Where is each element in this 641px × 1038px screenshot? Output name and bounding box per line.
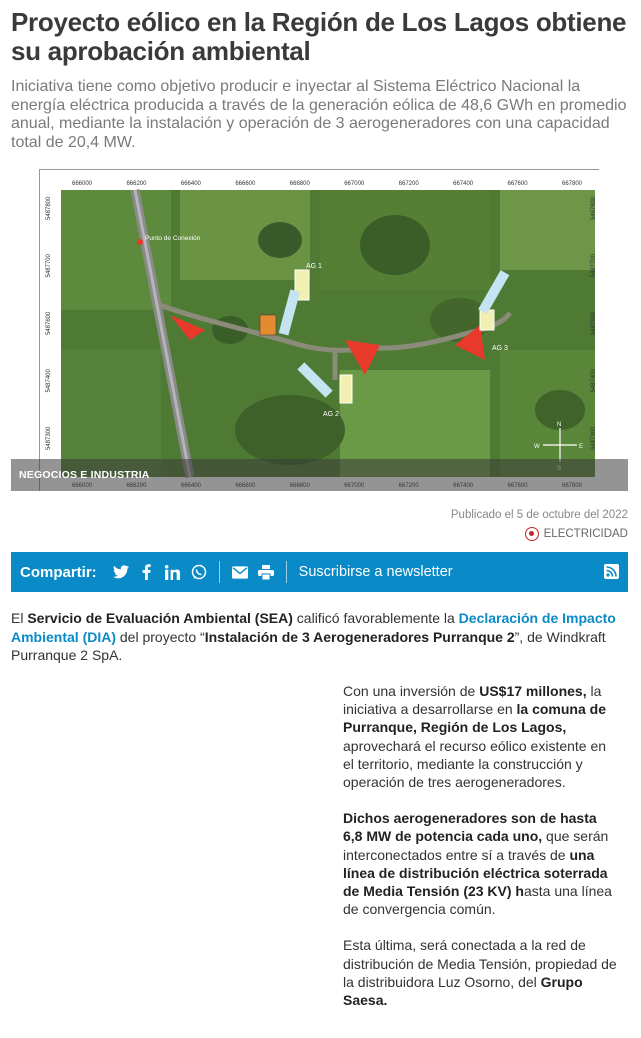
newsletter-link[interactable]: Suscribirse a newsletter [298,564,453,580]
para2-bold-1: Dichos aerogeneradores son de hasta 6,8 MW de potencia cada uno, [343,810,597,845]
map-label-ag3: AG 3 [492,345,508,352]
para1-text-2: la iniciativa a desarrollarse en [343,683,602,718]
map-tick-top: 667800 [562,181,583,187]
map-image [40,170,600,492]
compass-n: N [557,422,562,428]
map-tick-side: 5487600 [591,311,597,335]
map-tick-top: 667200 [398,181,419,187]
map-tick-top: 667600 [507,181,528,187]
para1-bold-2: la comuna de Purranque, Región de Los Lagos, [343,701,606,736]
rss-icon[interactable] [604,564,619,579]
map-tick-top: 666000 [72,181,93,187]
map-tick-side: 5487300 [46,426,52,450]
para1-text-1: Con una inversión de [343,683,480,699]
map-tick-side: 5487400 [46,369,52,393]
share-bar [11,552,628,592]
para1-text-3: aprovechará el recurso eólico existente en el territorio, mediante la construcción y operación de tres aerogeneradores. [343,737,607,791]
intro-bold-project: Instalación de 3 Aerogeneradores Purranque 2 [204,628,515,645]
article-body-column [343,682,618,1027]
linkedin-icon[interactable] [165,564,181,580]
para2-text-2: asta una línea de convergencia común. [343,883,612,918]
para3-bold-1: Grupo Saesa. [343,973,583,1009]
article-headline: Proyecto eólico en la Región de Los Lagos obtiene su aprobación ambiental [11,7,627,66]
compass-e: E [579,444,584,450]
body-paragraph-turbines [343,809,618,918]
electricity-icon [525,527,539,541]
map-tick-side: 5487300 [591,426,597,450]
intro-text-2: calificó favorablemente la [292,610,459,626]
print-icon[interactable] [258,564,274,580]
map-label-ag2: AG 2 [323,411,339,418]
share-divider [219,561,220,583]
category-label: ELECTRICIDAD [543,528,628,540]
facebook-icon[interactable] [139,564,155,580]
para2-bold-2: una línea de distribución eléctrica soterrada de Media Tensión (23 KV) h [343,846,608,900]
article-subhead: Iniciativa tiene como objetivo producir e inyectar al Sistema Eléctrico Nacional la energía eléctrica producida a través de la generación eólica de 48,6 GWh en promedio anual, mediante la instalación y operación de 3 aerogeneradores con una capacidad total de 20,4 MW. [11,78,627,151]
map-tick-side: 5487700 [46,254,52,278]
map-label-connection: Punto de Conexión [145,235,201,242]
para1-bold-1: US$17 millones, [479,683,587,699]
email-icon[interactable] [232,564,248,580]
map-tick-side: 5487400 [591,369,597,393]
wind-farm-map [39,169,599,491]
intro-text-4: ”, de Windkraft Purranque 2 SpA. [11,628,606,663]
map-label-ag1: AG 1 [306,263,322,270]
map-tick-side: 5487800 [591,196,597,220]
twitter-icon[interactable] [113,564,129,580]
share-icons [113,564,207,580]
article-intro [11,609,628,665]
intro-bold-sea: Servicio de Evaluación Ambiental (SEA) [27,610,293,626]
intro-text-3: del proyecto “ [116,628,205,645]
body-paragraph-investment [343,682,618,791]
body-paragraph-grid [343,936,618,1009]
intro-text-1: El [11,610,28,626]
whatsapp-icon[interactable] [191,564,207,580]
map-tick-top: 667400 [453,181,474,187]
map-tick-top: 666400 [180,181,201,187]
para3-text-1: Esta última, será conectada a la red de distribución de Media Tensión, propiedad de la distribuidora Luz Osorno, del [343,937,617,990]
dia-link[interactable]: Declaración de Impacto Ambiental (DIA) [11,610,616,645]
map-tick-side: 5487700 [591,254,597,278]
share-actions [232,564,274,580]
compass-w: W [534,444,540,450]
map-tick-top: 667000 [344,181,365,187]
category-tag-overlay [11,459,628,491]
map-tick-top: 666200 [126,181,147,187]
map-tick-top: 666800 [289,181,310,187]
map-tick-side: 5487600 [46,311,52,335]
map-tick-side: 5487800 [46,196,52,220]
category-tag-label[interactable]: NEGOCIOS E INDUSTRIA [19,469,150,481]
publish-date: Publicado el 5 de octubre del 2022 [450,509,628,521]
category-badge[interactable] [525,527,628,541]
share-label: Compartir: [20,563,97,581]
article-figure [11,163,628,496]
map-tick-top: 666600 [235,181,256,187]
share-divider-2 [286,561,287,583]
para2-text-1: que serán interconectados entre sí a través de [343,828,609,863]
